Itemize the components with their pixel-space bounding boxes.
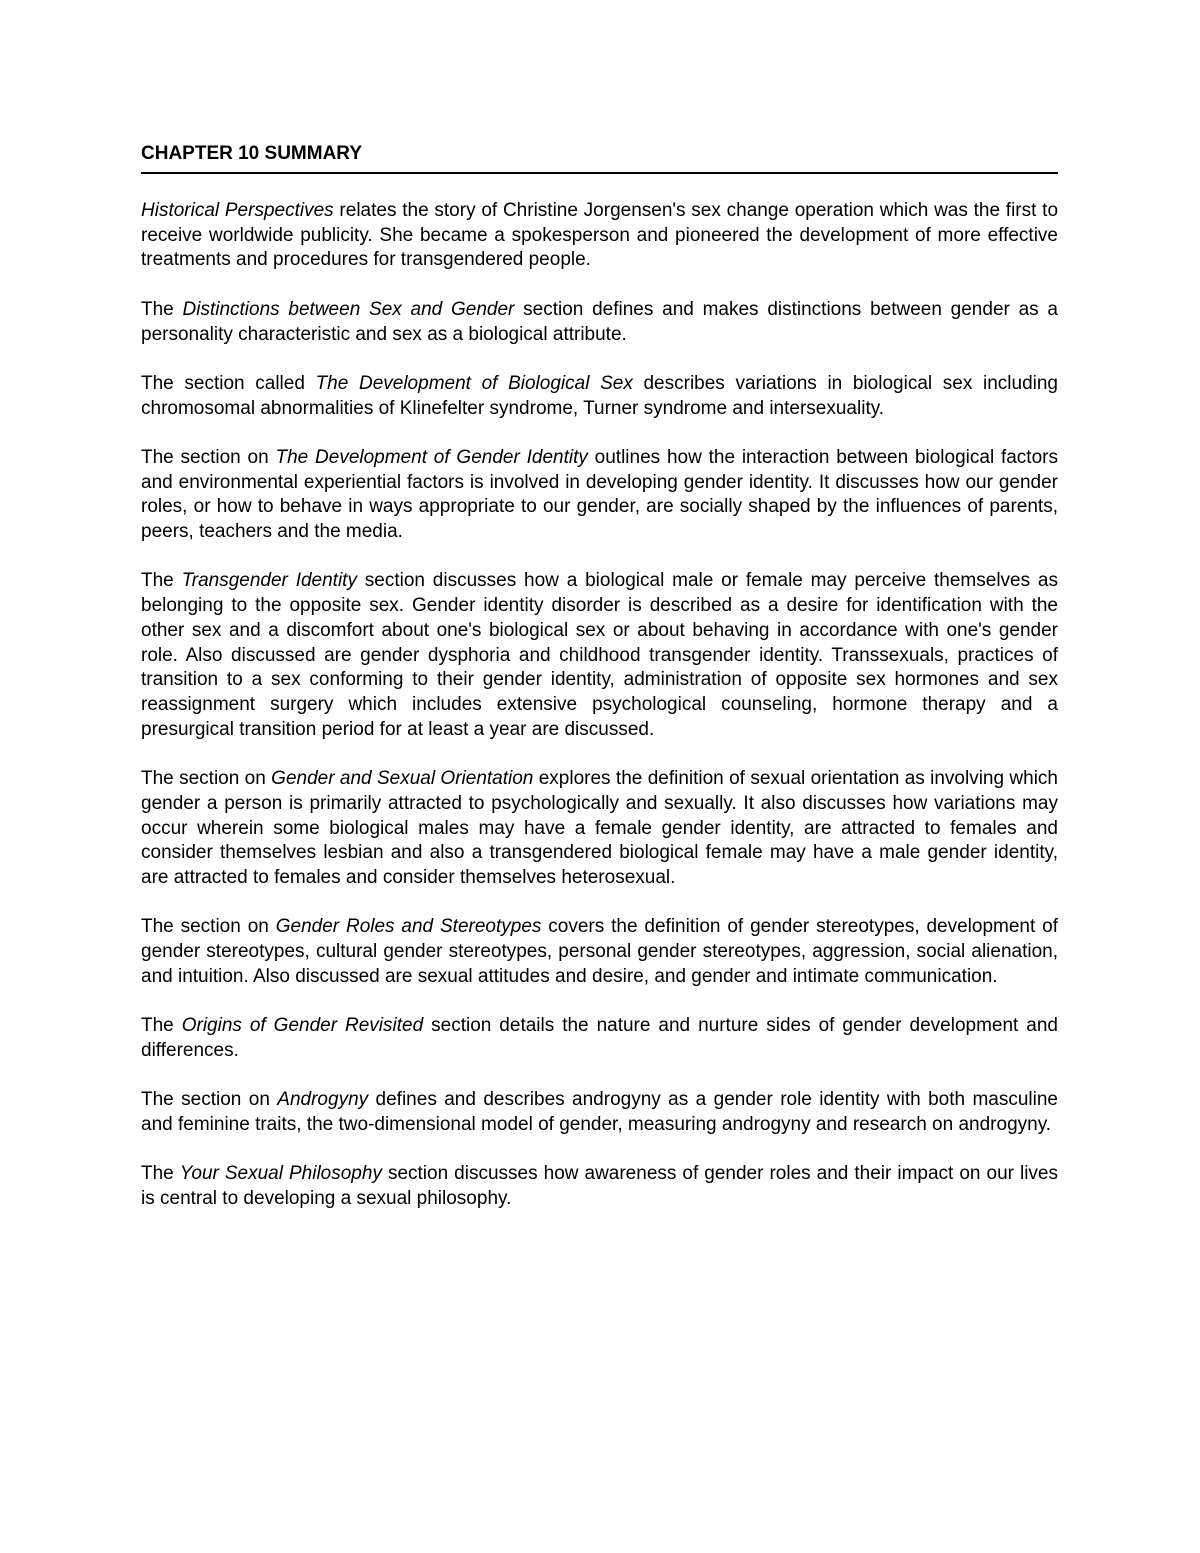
paragraph-text: section defines and makes distinctions between gender as a personality characteristic and sex as a biological attribute. <box>141 298 1058 345</box>
paragraph-sex-and-gender <box>141 298 1058 347</box>
paragraph-lead: The section on <box>141 1089 278 1111</box>
section-name: Transgender Identity <box>181 570 357 592</box>
paragraph-lead: The <box>141 1163 180 1185</box>
paragraph-transgender-identity <box>141 569 1058 742</box>
paragraph-sexual-philosophy <box>141 1162 1058 1211</box>
section-name: Gender Roles and Stereotypes <box>275 916 542 938</box>
paragraph-lead: The <box>141 298 183 320</box>
paragraph-text: describes variations in biological sex including chromosomal abnormalities of Klinefelter syndrome, Turner syndrome and intersexuality. <box>141 372 1058 419</box>
paragraph-sexual-orientation <box>141 767 1058 891</box>
section-name: Historical Perspectives <box>141 200 334 221</box>
section-name: The Development of Gender Identity <box>275 446 588 468</box>
paragraph-biological-sex <box>141 372 1058 421</box>
paragraph-gender-identity <box>141 446 1058 545</box>
section-name: Your Sexual Philosophy <box>179 1163 382 1185</box>
paragraph-text: relates the story of Christine Jorgensen's sex change operation which was the first to receive worldwide publicity. She became a spokesperson and pioneered the development of more effective treatments and procedures for transgendered people. <box>141 200 1059 271</box>
paragraph-origins-of-gender <box>141 1014 1058 1063</box>
paragraph-lead: The <box>141 1015 182 1037</box>
paragraph-lead: The section called <box>141 372 316 394</box>
paragraph-androgyny <box>141 1088 1058 1137</box>
section-name: Androgyny <box>277 1089 369 1111</box>
paragraph-lead: The section on <box>141 446 276 468</box>
paragraph-historical-perspectives <box>141 199 1058 273</box>
paragraph-text: outlines how the interaction between biological factors and environmental experiential factors is involved in developing gender identity. It discusses how our gender roles, or how to behave in ways appropriate to our gender, are socially shaped by the influences of parents, peers, teachers and the media. <box>141 446 1058 543</box>
section-name: Gender and Sexual Orientation <box>271 768 534 790</box>
paragraph-text: section details the nature and nurture sides of gender development and differences. <box>141 1015 1058 1061</box>
paragraph-lead: The section on <box>141 916 276 938</box>
paragraph-lead: The section on <box>141 768 272 790</box>
paragraph-gender-roles <box>141 915 1058 989</box>
paragraph-lead: The <box>141 570 182 592</box>
chapter-title: CHAPTER 10 SUMMARY <box>141 143 1058 174</box>
paragraph-text: section discusses how a biological male or female may perceive themselves as belonging to the opposite sex. Gender identity disorder is described as a desire for identification with the other sex and a discomfort about one's biological sex or about behaving in accordance with one's gender role. Also discussed are gender dysphoria and childhood transgender identity. Transsexuals, practices of transition to a sex conforming to their gender identity, administration of opposite sex hormones and sex reassignment surgery which includes extensive psychological counseling, hormone therapy and a presurgical transition period for at least a year are discussed. <box>141 570 1058 740</box>
paragraph-text: defines and describes androgyny as a gender role identity with both masculine and feminine traits, the two-dimensional model of gender, measuring androgyny and research on androgyny. <box>141 1089 1058 1135</box>
section-name: The Development of Biological Sex <box>315 372 633 394</box>
paragraph-text: covers the definition of gender stereotypes, development of gender stereotypes, cultural gender stereotypes, personal gender stereotypes, aggression, social alienation, and intuition. Also discussed are sexual attitudes and desire, and gender and intimate communication. <box>141 916 1058 987</box>
document-page <box>141 143 1058 1236</box>
paragraph-text: explores the definition of sexual orientation as involving which gender a person is primarily attracted to psychologically and sexually. It also discusses how variations may occur wherein some biological males may have a female gender identity, are attracted to females and consider themselves lesbian and also a transgendered biological female may have a male gender identity, are attracted to females and consider themselves heterosexual. <box>141 768 1058 888</box>
paragraph-text: section discusses how awareness of gender roles and their impact on our lives is central to developing a sexual philosophy. <box>141 1163 1058 1209</box>
section-name: Origins of Gender Revisited <box>181 1015 424 1037</box>
summary-body <box>141 199 1058 1212</box>
section-name: Distinctions between Sex and Gender <box>182 298 515 320</box>
